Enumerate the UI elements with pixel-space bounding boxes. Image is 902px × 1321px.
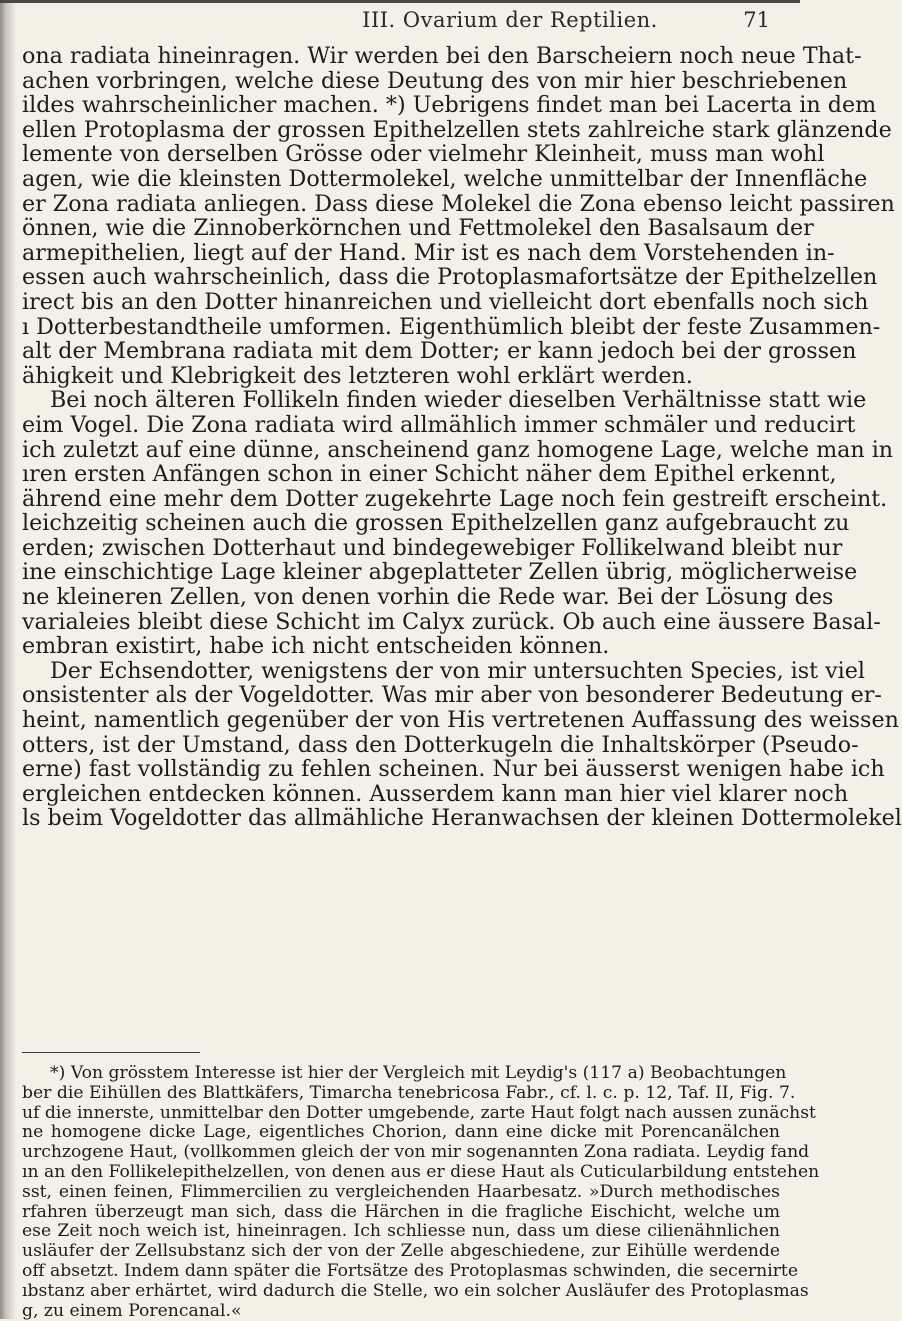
- body-line: eim Vogel. Die Zona radiata wird allmählich immer schmäler und reducirt: [22, 411, 856, 438]
- footnote-line: sst, einen feinen, Flimmercilien zu vergleichenden Haarbesatz. »Durch methodisches: [22, 1181, 780, 1202]
- footnote-line: uf die innerste, unmittelbar den Dotter umgebende, zarte Haut folgt nach aussen zunächst: [22, 1102, 816, 1123]
- body-line: lemente von derselben Grösse oder vielmehr Kleinheit, muss man wohl: [22, 141, 825, 168]
- body-line: essen auch wahrscheinlich, dass die Protoplasmafortsätze der Epithelzellen: [22, 264, 878, 291]
- footnote: [22, 1063, 820, 1321]
- footnote-divider: [22, 1052, 200, 1053]
- binding-gutter-shadow: [0, 0, 16, 1319]
- footnote-line: g, zu einem Porencanal.«: [22, 1300, 242, 1321]
- body-line: Bei noch älteren Follikeln finden wieder dieselben Verhältnisse statt wie: [50, 387, 867, 414]
- footnote-line: ın an den Follikelepithelzellen, von denen aus er diese Haut als Cuticularbildung entstehen: [22, 1161, 820, 1182]
- body-line: ellen Protoplasma der grossen Epithelzellen stets zahlreiche stark glänzende: [22, 116, 892, 143]
- body-line: onsistenter als der Vogeldotter. Was mir aber von besonderer Bedeutung er-: [22, 682, 882, 709]
- body-line: armepithelien, liegt auf der Hand. Mir ist es nach dem Vorstehenden in-: [22, 239, 835, 266]
- body-line: heint, namentlich gegenüber der von His vertretenen Auffassung des weissen: [22, 707, 899, 734]
- body-line: ls beim Vogeldotter das allmähliche Heranwachsen der kleinen Dottermolekel: [22, 805, 902, 832]
- body-line: agen, wie die kleinsten Dottermolekel, welche unmittelbar der Innenfläche: [22, 165, 868, 192]
- body-line: embran existirt, habe ich nicht entscheiden können.: [22, 633, 610, 660]
- body-line: ähigkeit und Klebrigkeit des letzteren wohl erklärt werden.: [22, 362, 693, 389]
- running-header: [250, 4, 770, 36]
- body-line: Der Echsendotter, wenigstens der von mir untersuchten Species, ist viel: [50, 657, 865, 684]
- body-line: leichzeitig scheinen auch die grossen Epithelzellen ganz aufgebraucht zu: [22, 510, 850, 537]
- body-line: ıren ersten Anfängen schon in einer Schicht näher dem Epithel erkennt,: [22, 461, 837, 488]
- footnote-line: off absetzt. Indem dann später die Fortsätze des Protoplasmas schwinden, die secernirte: [22, 1260, 798, 1281]
- body-line: varialeies bleibt diese Schicht im Calyx zurück. Ob auch eine äussere Basal-: [22, 608, 881, 635]
- body-line: erne) fast vollständig zu fehlen scheinen. Nur bei äusserst wenigen habe ich: [22, 756, 885, 783]
- body-line: ı Dotterbestandtheile umformen. Eigenthümlich bleibt der feste Zusammen-: [22, 313, 881, 340]
- body-text: [22, 43, 902, 832]
- body-line: ildes wahrscheinlicher machen. *) Uebrigens findet man bei Lacerta in dem: [22, 92, 877, 119]
- footnote-line: usläufer der Zellsubstanz sich der von der Zelle abgeschiedene, zur Eihülle werdende: [22, 1241, 780, 1262]
- footnote-line: urchzogene Haut, (vollkommen gleich der von mir sogenannten Zona radiata. Leydig fand: [22, 1142, 810, 1163]
- top-edge-line: [0, 0, 800, 3]
- body-line: otters, ist der Umstand, dass den Dotterkugeln die Inhaltskörper (Pseudo-: [22, 731, 859, 758]
- footnote-line: rfahren überzeugt man sich, dass die Härchen in die fragliche Eischicht, welche um: [22, 1201, 780, 1222]
- footnote-line: *) Von grösstem Interesse ist hier der Vergleich mit Leydig's (117 a) Beobachtungen: [50, 1063, 787, 1083]
- running-title: III. Ovarium der Reptilien.: [362, 8, 658, 32]
- body-line: er Zona radiata anliegen. Dass diese Molekel die Zona ebenso leicht passiren: [22, 190, 895, 217]
- body-line: irect bis an den Dotter hinanreichen und vielleicht dort ebenfalls noch sich: [22, 288, 869, 315]
- body-line: ich zuletzt auf eine dünne, anscheinend ganz homogene Lage, welche man in: [22, 436, 894, 463]
- footnote-line: ese Zeit noch weich ist, hineinragen. Ich schliesse nun, dass um diese cilienähnlichen: [22, 1221, 780, 1242]
- body-line: önnen, wie die Zinnoberkörnchen und Fettmolekel den Basalsaum der: [22, 215, 814, 242]
- page-number: 71: [743, 8, 770, 32]
- body-line: ergleichen entdecken können. Ausserdem kann man hier viel klarer noch: [22, 780, 849, 807]
- footnote-line: ber die Eihüllen des Blattkäfers, Timarcha tenebricosa Fabr., cf. l. c. p. 12, Taf. II, Fig. 7.: [22, 1082, 796, 1103]
- body-line: ona radiata hineinragen. Wir werden bei den Barscheiern noch neue That-: [22, 43, 862, 69]
- body-line: ine einschichtige Lage kleiner abgeplatteter Zellen übrig, möglicherweise: [22, 559, 858, 586]
- body-line: alt der Membrana radiata mit dem Dotter; er kann jedoch bei der grossen: [22, 338, 857, 365]
- body-line: erden; zwischen Dotterhaut und bindegewebiger Follikelwand bleibt nur: [22, 534, 843, 561]
- footnote-line: ıbstanz aber erhärtet, wird dadurch die Stelle, wo ein solcher Ausläufer des Protoplasmas: [22, 1280, 809, 1301]
- body-line: ne kleineren Zellen, von denen vorhin die Rede war. Bei der Lösung des: [22, 584, 834, 611]
- body-line: achen vorbringen, welche diese Deutung des von mir hier beschriebenen: [22, 67, 848, 94]
- footnote-line: ne homogene dicke Lage, eigentliches Chorion, dann eine dicke mit Porencanälchen: [22, 1122, 780, 1143]
- body-line: ährend eine mehr dem Dotter zugekehrte Lage noch fein gestreift erscheint.: [22, 485, 888, 512]
